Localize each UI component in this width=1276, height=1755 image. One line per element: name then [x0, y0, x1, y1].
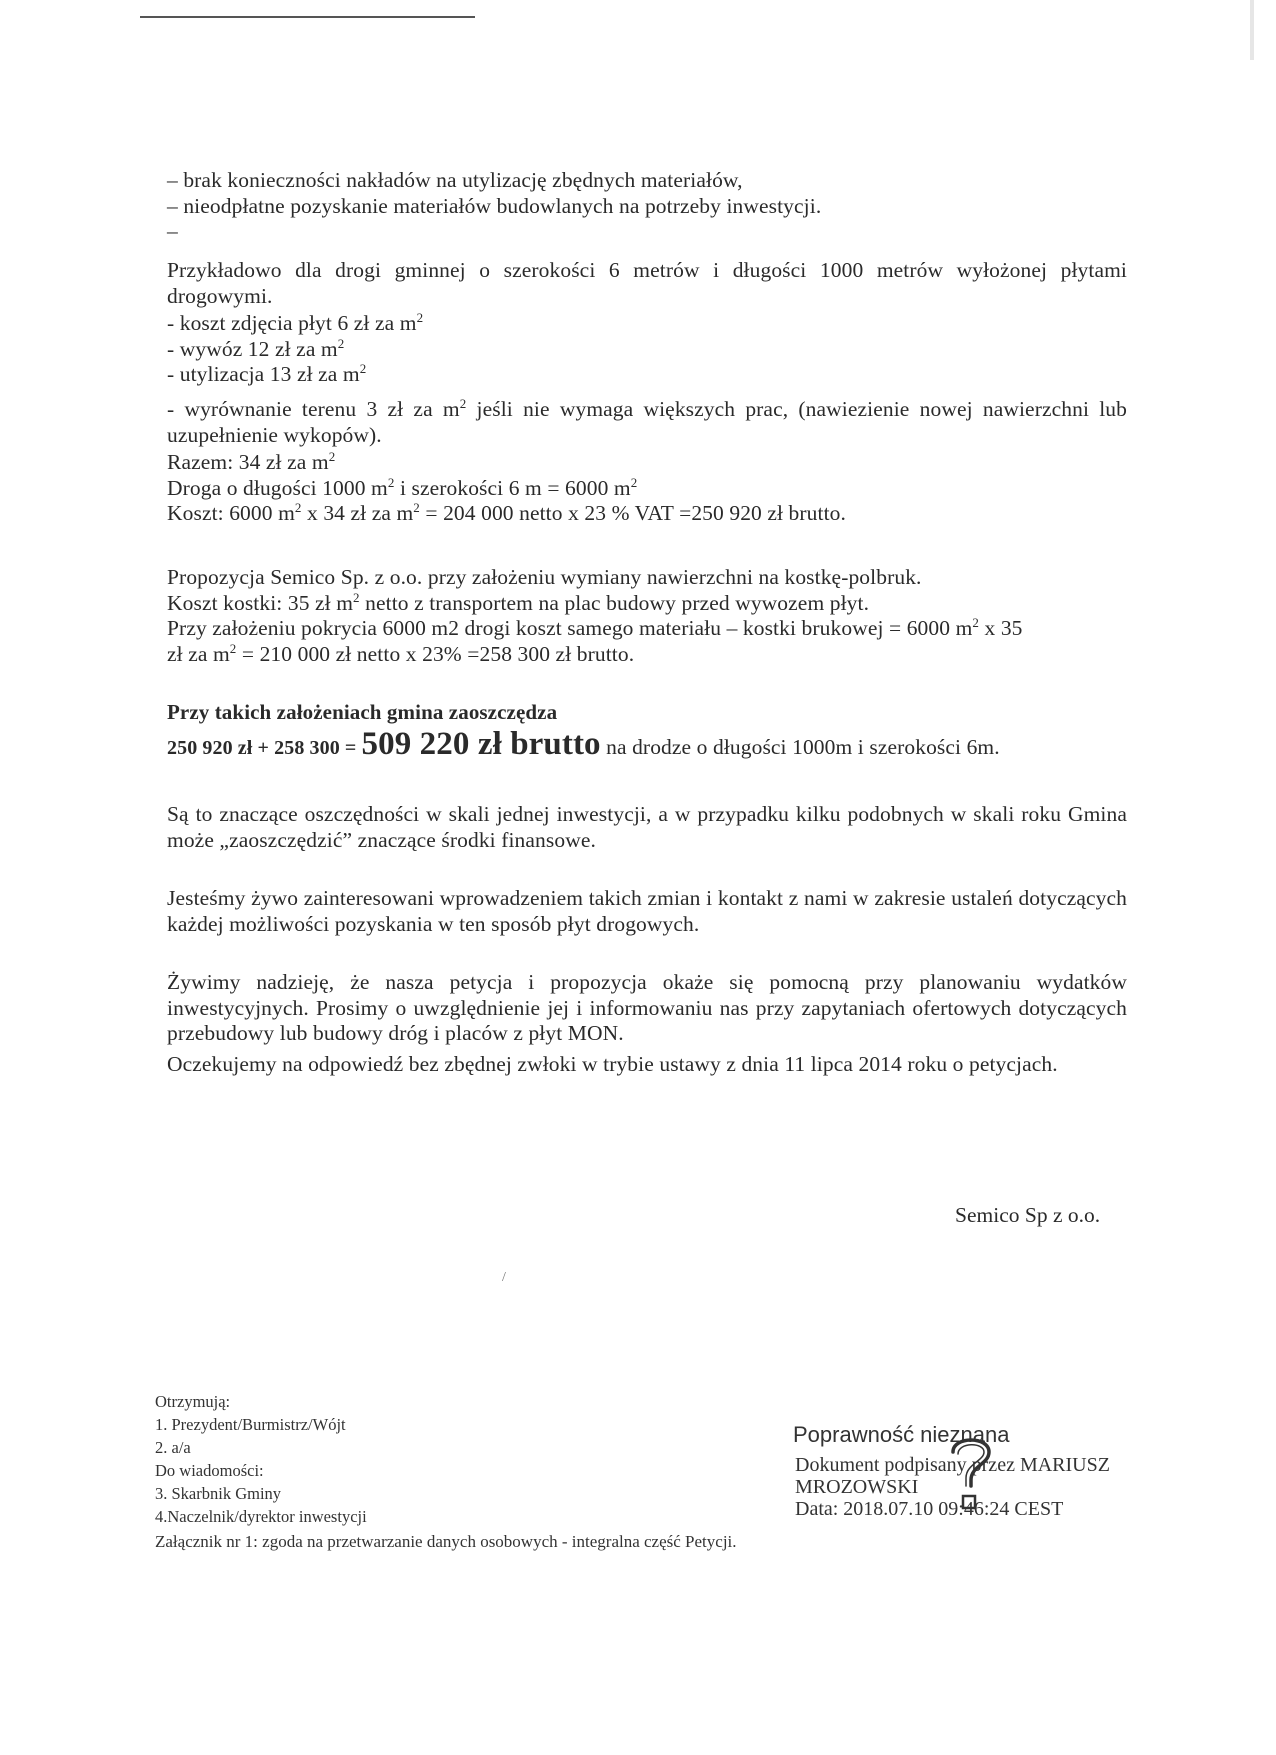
- scan-edge: [1250, 0, 1254, 60]
- stray-mark: /: [502, 1270, 506, 1285]
- signature-status: Poprawność nieznana: [793, 1422, 1010, 1447]
- cost-item: - utylizacja 13 zł za $m^2$: [167, 361, 367, 386]
- cost-item: - koszt zdjęcia płyt 6 zł za $m^2$: [167, 310, 424, 335]
- total-cost: Koszt: 6000 $m^2$ x 34 zł za $m^2 = 204$ 000 netto x 23 % VAT =250 920 zł brutto.: [167, 500, 846, 525]
- recipients-item: 3. Skarbnik Gminy: [155, 1484, 282, 1503]
- proposal-line: Przy założeniu pokrycia 6000 m2 drogi koszt samego materiału – kostki brukowej = 6000 $m^2$ x 35: [167, 615, 1023, 640]
- proposal-line: Propozycja Semico Sp. z o.o. przy założeniu wymiany nawierzchni na kostkę-polbruk.: [167, 565, 922, 589]
- recipients-item: Do wiadomości:: [155, 1461, 264, 1480]
- cost-item: - wywóz 12 zł za $m^2$: [167, 335, 345, 361]
- savings-section: [167, 700, 1127, 761]
- total-per-m2: Razem: 34 zł za $m^2$: [167, 449, 336, 474]
- company-signature: Semico Sp z o.o.: [955, 1203, 1101, 1227]
- benefit-item: –: [167, 219, 178, 243]
- road-area: Droga o długości 1000 $m^2$ i szerokości 6 m = 6000 $m^2$: [167, 474, 638, 500]
- signature-date: Data: 2018.07.10 09:46:24 CEST: [795, 1498, 1064, 1520]
- para-significant: Są to znaczące oszczędności w skali jednej inwestycji, a w przypadku kilku podobnych w skali roku Gmina może „zaoszczędzić” znaczące środki finansowe.: [167, 802, 1127, 852]
- recipients-list: [155, 1390, 367, 1528]
- savings-total: 509 220 zł brutto: [361, 725, 601, 762]
- e-signature-block: [793, 1422, 1143, 1520]
- savings-line: 250 920 zł + 258 300 = 509 220 zł brutto na drodze o długości 1000m i szerokości 6m.: [167, 725, 1000, 762]
- benefits-list: [167, 168, 1127, 245]
- recipients-item: 1. Prezydent/Burmistrz/Wójt: [155, 1415, 346, 1434]
- recipients-item: Otrzymują:: [155, 1392, 231, 1411]
- savings-heading: Przy takich założeniach gmina zaoszczędza: [167, 700, 558, 724]
- benefit-item: – nieodpłatne pozyskanie materiałów budowlanych na potrzeby inwestycji.: [167, 193, 822, 218]
- totals: [167, 450, 1127, 527]
- attachment-note: Załącznik nr 1: zgoda na przetwarzanie danych osobowych - integralna część Petycji.: [155, 1532, 737, 1551]
- top-rule: [140, 16, 475, 18]
- benefit-item: – brak konieczności nakładów na utylizację zbędnych materiałów,: [167, 168, 743, 192]
- leveling-item: - wyrównanie terenu 3 zł za $m^2$ jeśli nie wymaga większych prac, (nawiezienie nowej nawierzchni lub uzupełnienie wykopów).: [167, 396, 1127, 447]
- example-intro: Przykładowo dla drogi gminnej o szerokości 6 metrów i długości 1000 metrów wyłożonej płytami drogowymi.: [167, 258, 1127, 308]
- proposal: [167, 565, 1127, 667]
- recipients-item: 2. a/a: [155, 1438, 191, 1457]
- proposal-line: zł za $m^2 = 210$ 000 zł netto x 23% =258 300 zł brutto.: [167, 640, 635, 666]
- signature-signer-surname: MROZOWSKI: [795, 1476, 919, 1498]
- para-expect: Oczekujemy na odpowiedź bez zbędnej zwłoki w trybie ustawy z dnia 11 lipca 2014 roku o petycjach.: [167, 1052, 1058, 1076]
- question-mark-icon: [941, 1430, 1001, 1520]
- para-hope: Żywimy nadzieję, że nasza petycja i propozycja okaże się pomocną przy planowaniu wydatków inwestycyjnych. Prosimy o uwzględnienie jej i informowaniu nas przy zapytaniach ofertowych dotyczących przebudowy lub budowy dróg i placów z płyt MON.: [167, 970, 1127, 1045]
- para-interest: Jesteśmy żywo zainteresowani wprowadzeniem takich zmian i kontakt z nami w zakresie ustaleń dotyczących każdej możliwości pozyskania w ten sposób płyt drogowych.: [167, 886, 1127, 936]
- cost-breakdown: [167, 311, 1127, 388]
- proposal-line: Koszt kostki: 35 zł $m^2$ netto z transportem na plac budowy przed wywozem płyt.: [167, 589, 870, 615]
- recipients-item: 4.Naczelnik/dyrektor inwestycji: [155, 1507, 367, 1526]
- signature-signer: Dokument podpisany przez MARIUSZ: [795, 1454, 1110, 1476]
